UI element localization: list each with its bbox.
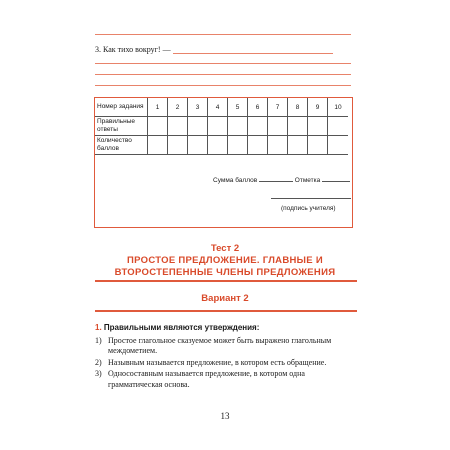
task-number: 7 [268,98,288,117]
writing-line [95,63,351,64]
exercise-3-text: 3. Как тихо вокруг! — [95,45,171,54]
task-number-header: Номер задания [95,98,148,117]
task-number: 6 [248,98,268,117]
writing-line [95,34,351,35]
signature-line[interactable] [271,198,351,199]
page-number: 13 [220,411,230,421]
variant-divider [95,310,357,312]
list-item [95,336,357,357]
sum-grade-line [213,177,350,184]
points-cell[interactable] [328,136,349,155]
points-cell[interactable] [268,136,288,155]
task-number: 5 [228,98,248,117]
exercise-3 [95,45,333,54]
answer-cell[interactable] [288,117,308,136]
answer-cell[interactable] [268,117,288,136]
answer-cell[interactable] [148,117,168,136]
points-cell[interactable] [208,136,228,155]
signature-caption: (подпись учителя) [281,205,336,212]
table-row [95,136,348,155]
task-number: 3 [188,98,208,117]
question-1 [95,323,259,332]
answer-line [173,53,333,54]
task-number: 1 [148,98,168,117]
option-text: Односоставным называется предложение, в котором одна грамматическая основа. [108,369,305,389]
task-number: 9 [308,98,328,117]
answer-cell[interactable] [328,117,349,136]
points-cell[interactable] [148,136,168,155]
task-number: 10 [328,98,349,117]
table-row [95,117,348,136]
answer-cell[interactable] [248,117,268,136]
list-item [95,358,357,368]
points-cell[interactable] [188,136,208,155]
task-number: 8 [288,98,308,117]
task-number: 4 [208,98,228,117]
question-text: Правильными являются утверждения: [103,323,260,332]
writing-line [95,74,351,75]
points-cell[interactable] [228,136,248,155]
points-cell[interactable] [168,136,188,155]
title-divider [95,280,357,282]
option-text: Простое глагольное сказуемое может быть выражено глагольным междометием. [108,336,332,356]
answer-cell[interactable] [208,117,228,136]
points-row-label: Количество баллов [95,136,148,155]
option-number: 1) [95,336,102,345]
answer-cell[interactable] [308,117,328,136]
answer-cell[interactable] [228,117,248,136]
writing-line [95,85,351,86]
grade-label: Отметка [294,177,321,184]
answers-row-label: Правильные ответы [95,117,148,136]
sum-blank[interactable] [259,181,293,182]
option-text: Назывным называется предложение, в котором есть обращение. [108,357,327,367]
options-list [95,336,357,391]
score-table [95,98,348,155]
points-cell[interactable] [248,136,268,155]
points-cell[interactable] [308,136,328,155]
table-row [95,98,348,117]
answer-cell[interactable] [188,117,208,136]
score-box [94,97,353,228]
sum-label: Сумма баллов [213,177,258,184]
task-number: 2 [168,98,188,117]
test-number: Тест 2 [210,243,240,254]
answer-cell[interactable] [168,117,188,136]
option-number: 2) [95,357,102,367]
grade-blank[interactable] [322,181,350,182]
test-title: ПРОСТОЕ ПРЕДЛОЖЕНИЕ. ГЛАВНЫЕ И ВТОРОСТЕПЕННЫЕ ЧЛЕНЫ ПРЕДЛОЖЕНИЯ [114,255,336,278]
question-number: 1. [95,323,102,332]
option-number: 3) [95,369,102,379]
variant-heading: Вариант 2 [201,293,249,304]
points-cell[interactable] [288,136,308,155]
list-item [95,369,357,390]
